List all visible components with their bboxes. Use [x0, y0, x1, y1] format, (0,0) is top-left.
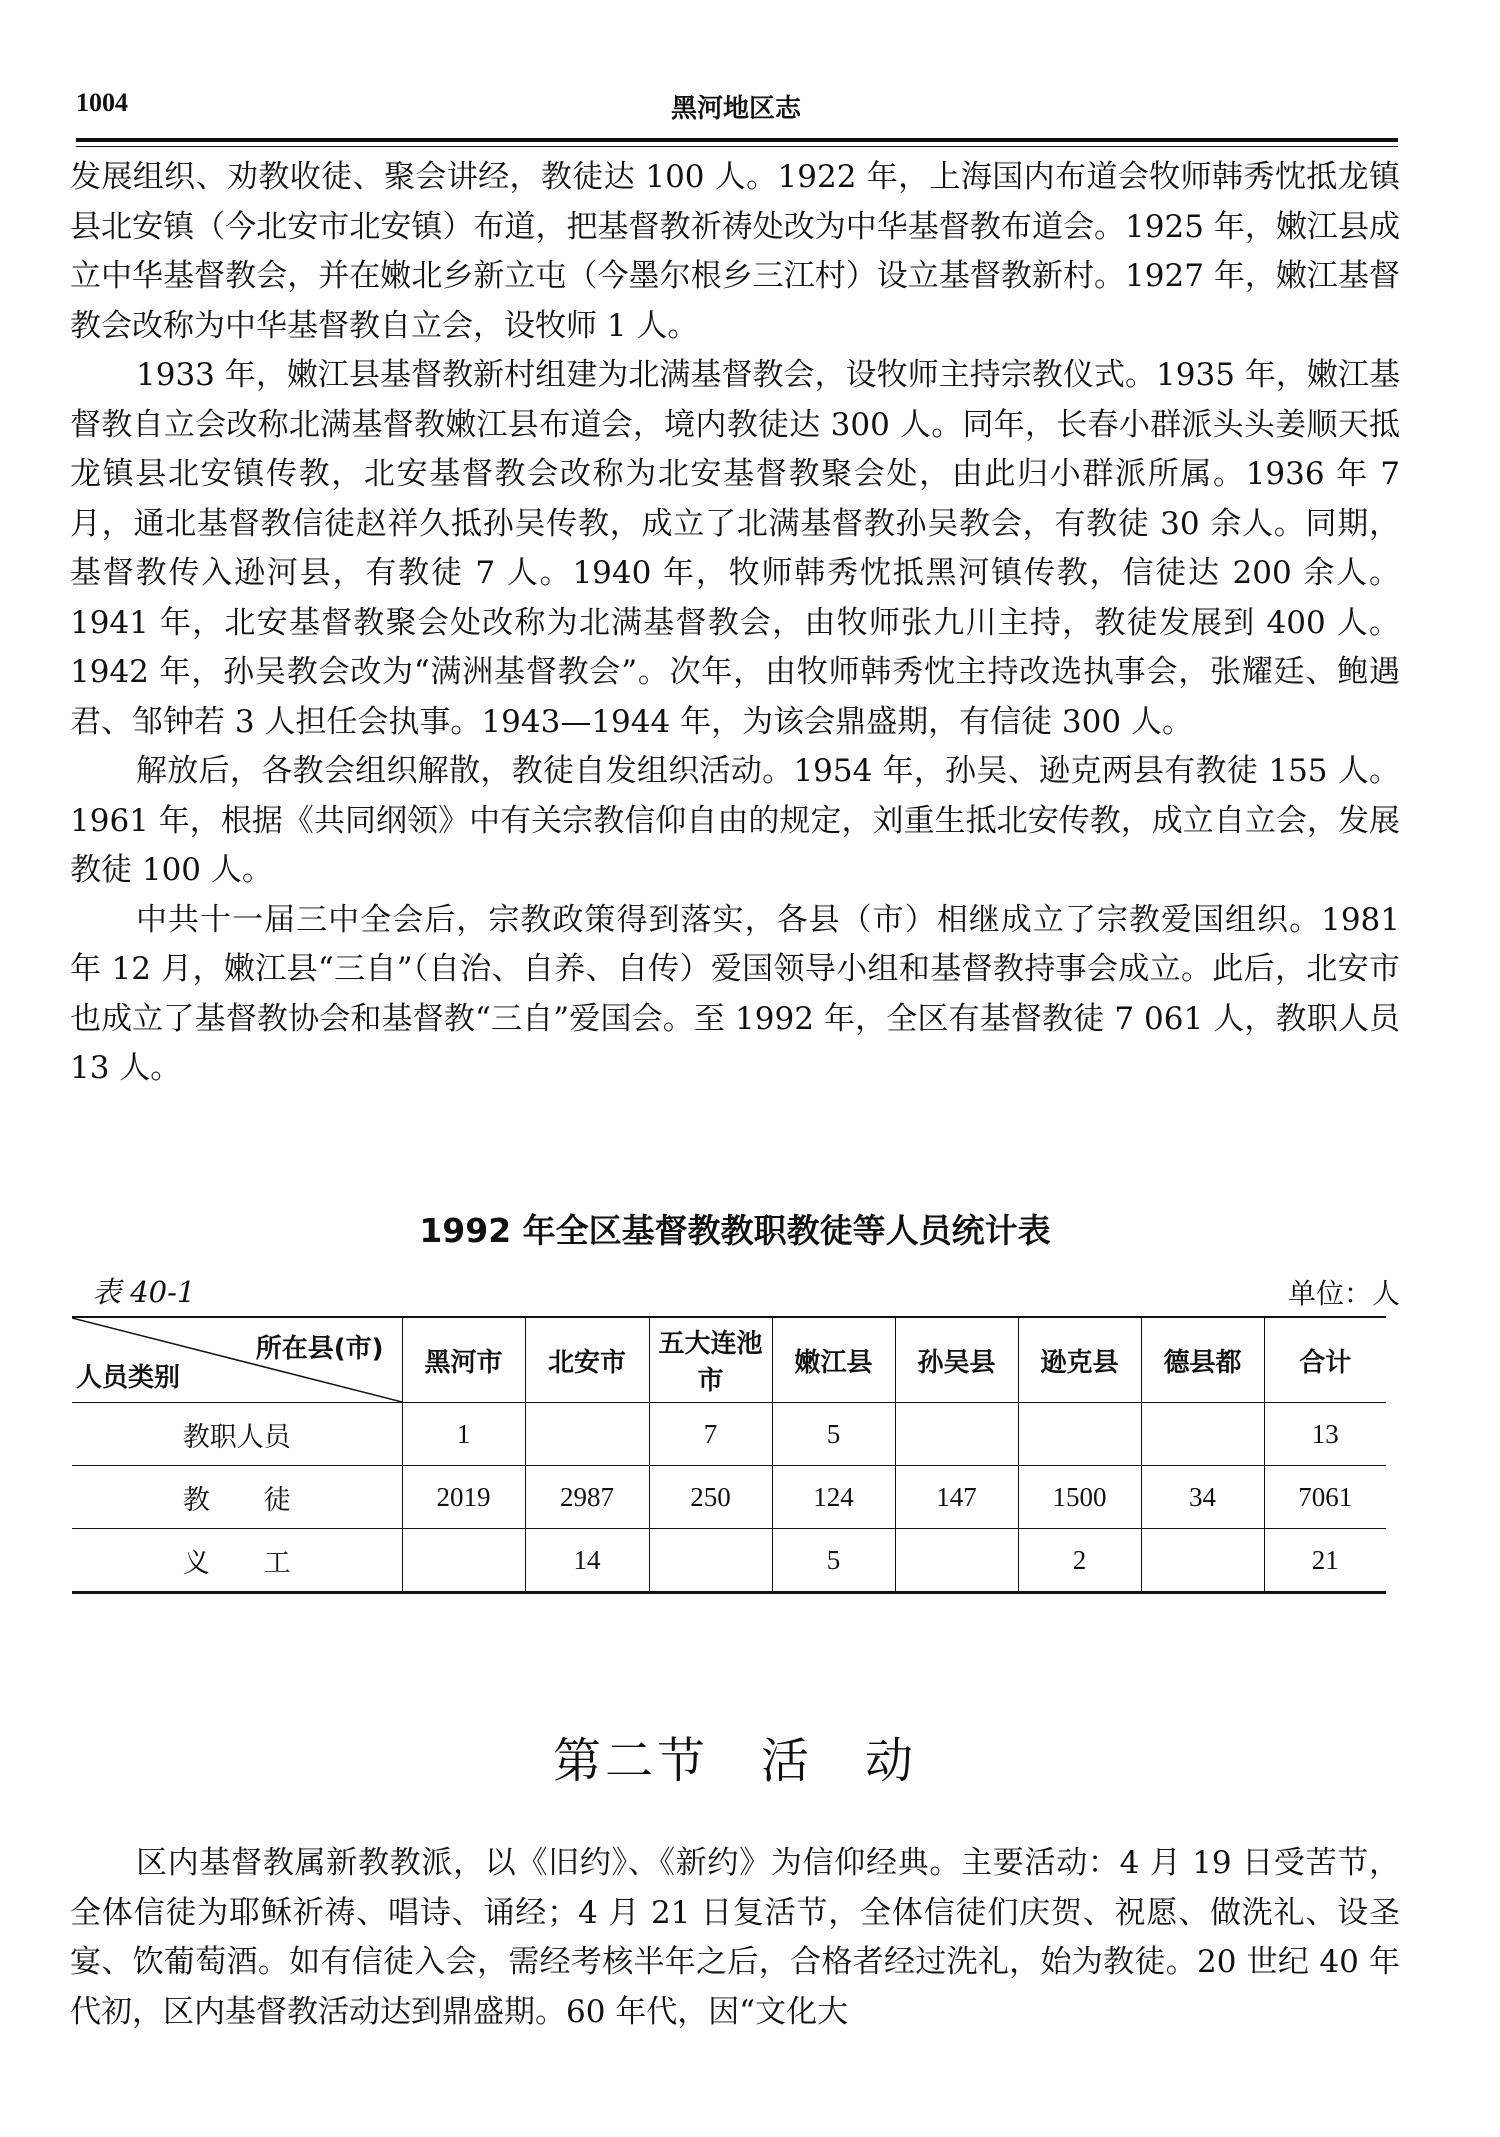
table-row	[72, 1466, 1386, 1529]
corner-label-county: 所在县(市)	[255, 1334, 384, 1364]
column-header: 五大连池 市	[649, 1317, 772, 1403]
table-cell: 7061	[1264, 1466, 1386, 1529]
table-row	[72, 1403, 1386, 1466]
column-header: 嫩江县	[772, 1317, 895, 1403]
table-cell: 21	[1264, 1529, 1386, 1593]
paragraph: 发展组织、劝教收徒、聚会讲经，教徒达 100 人。1922 年，上海国内布道会牧师韩秀忱抵龙镇县北安镇（今北安市北安镇）布道，把基督教祈祷处改为中华基督教布道会。1925 年，嫩江县成立中华基督教会，并在嫩北乡新立屯（今墨尔根乡三江村）设立基督教新村。1927 年，嫩江基督教会改称为中华基督教自立会，设牧师 1 人。	[70, 159, 1400, 344]
table-header-row	[72, 1317, 1386, 1403]
row-label: 教职人员	[72, 1403, 402, 1466]
table-cell	[895, 1403, 1018, 1466]
table-cell: 5	[772, 1529, 895, 1593]
table-cell	[1141, 1403, 1264, 1466]
body-text-bottom	[70, 1839, 1400, 2037]
page-header	[76, 88, 1396, 128]
row-label: 教 徒	[72, 1466, 402, 1529]
table-cell	[1018, 1403, 1141, 1466]
table-cell: 7	[649, 1403, 772, 1466]
table-cell	[649, 1529, 772, 1593]
table-title: 1992 年全区基督教教职教徒等人员统计表	[419, 1211, 1051, 1250]
section-title: 第二节 活 动	[552, 1733, 917, 1789]
paragraph: 1933 年，嫩江县基督教新村组建为北满基督教会，设牧师主持宗教仪式。1935 年，嫩江基督教自立会改称北满基督教嫩江县布道会，境内教徒达 300 人。同年，长春小群派头头姜顺天抵龙镇县北安镇传教，北安基督教会改称为北安基督教聚会处，由此归小群派所属。1936 年 7 月，通北基督教信徒赵祥久抵孙吴传教，成立了北满基督教孙吴教会，有教徒 30 余人。同期，基督教传入逊河县，有教徒 7 人。1940 年，牧师韩秀忱抵黑河镇传教，信徒达 200 余人。1941 年，北安基督教聚会处改称为北满基督教会，由牧师张九川主持，教徒发展到 400 人。1942 年，孙吴教会改为“满洲基督教会”。次年，由牧师韩秀忱主持改选执事会，张耀廷、鲍遇君、邹钟若 3 人担任会执事。1943—1944 年，为该会鼎盛期，有信徒 300 人。	[70, 357, 1400, 740]
table-cell: 1	[402, 1403, 525, 1466]
table-cell	[525, 1403, 649, 1466]
table-cell: 1500	[1018, 1466, 1141, 1529]
table-cell: 5	[772, 1403, 895, 1466]
table-cell: 2987	[525, 1466, 649, 1529]
table-cell	[895, 1529, 1018, 1593]
column-header: 北安市	[525, 1317, 649, 1403]
table-cell: 124	[772, 1466, 895, 1529]
table-cell: 14	[525, 1529, 649, 1593]
paragraph: 解放后，各教会组织解散，教徒自发组织活动。1954 年，孙吴、逊克两县有教徒 155 人。1961 年，根据《共同纲领》中有关宗教信仰自由的规定，刘重生抵北安传教，成立自立会，发展教徒 100 人。	[70, 753, 1400, 888]
page-number: 1004	[76, 88, 128, 117]
header-rule-thin	[76, 146, 1398, 147]
paragraph: 区内基督教属新教教派，以《旧约》、《新约》为信仰经典。主要活动：4 月 19 日受苦节，全体信徒为耶稣祈祷、唱诗、诵经；4 月 21 日复活节，全体信徒们庆贺、祝愿、做洗礼、设圣宴、饮葡萄酒。如有信徒入会，需经考核半年之后，合格者经过洗礼，始为教徒。20 世纪 40 年代初，区内基督教活动达到鼎盛期。60 年代，因“文化大	[70, 1845, 1400, 2030]
column-header: 黑河市	[402, 1317, 525, 1403]
header-rule-thick	[76, 138, 1398, 142]
running-title: 黑河地区志	[670, 94, 801, 124]
column-header: 孙吴县	[895, 1317, 1018, 1403]
table-cell: 13	[1264, 1403, 1386, 1466]
statistics-table	[72, 1316, 1386, 1594]
row-label: 义 工	[72, 1529, 402, 1593]
body-text-top	[70, 153, 1400, 1094]
column-header: 合计	[1264, 1317, 1386, 1403]
column-header: 逊克县	[1018, 1317, 1141, 1403]
column-header: 德县都	[1141, 1317, 1264, 1403]
table-cell: 34	[1141, 1466, 1264, 1529]
table-cell: 147	[895, 1466, 1018, 1529]
table-cell: 2	[1018, 1529, 1141, 1593]
table-cell: 250	[649, 1466, 772, 1529]
table-corner-cell	[72, 1317, 402, 1403]
table-row	[72, 1529, 1386, 1593]
corner-label-category: 人员类别	[76, 1363, 181, 1393]
paragraph: 中共十一届三中全会后，宗教政策得到落实，各县（市）相继成立了宗教爱国组织。1981 年 12 月，嫩江县“三自”（自治、自养、自传）爱国领导小组和基督教持事会成立。此后，北安市也成立了基督教协会和基督教“三自”爱国会。至 1992 年，全区有基督教徒 7 061 人，教职人员 13 人。	[70, 901, 1400, 1086]
table-number: 表 40-1	[92, 1275, 196, 1309]
table-cell	[402, 1529, 525, 1593]
table-cell: 2019	[402, 1466, 525, 1529]
table-unit: 单位：人	[1287, 1277, 1400, 1310]
table-cell	[1141, 1529, 1264, 1593]
